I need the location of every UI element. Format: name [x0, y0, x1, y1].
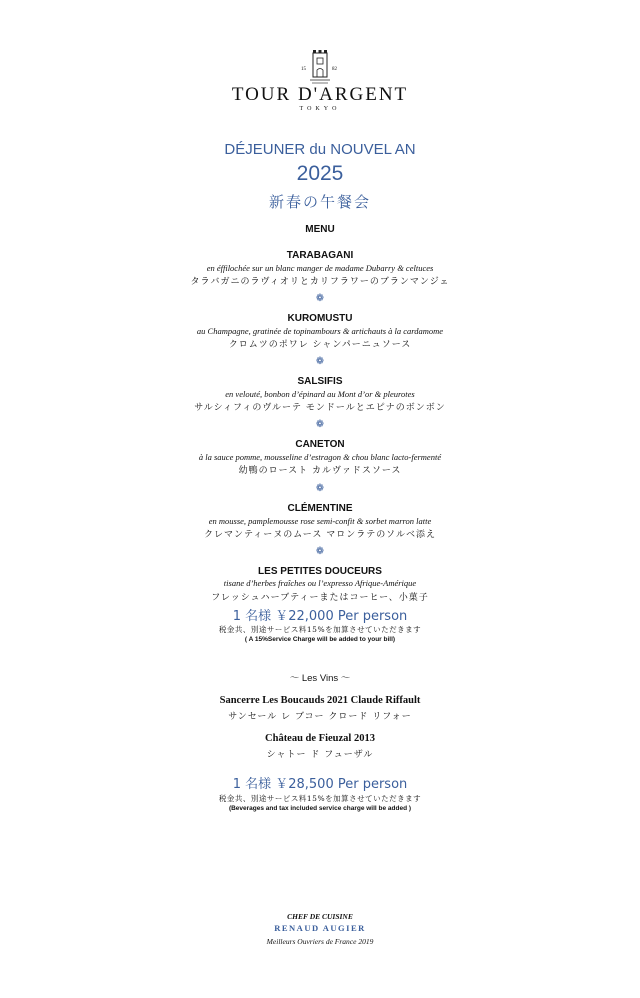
wines-header: ～ Les Vins ～: [289, 673, 351, 684]
wine-name: Sancerre Les Boucauds 2021 Claude Riffault: [219, 695, 421, 706]
separator-flower-icon: ❁: [315, 293, 325, 304]
course-desc-fr: à la sauce pomme, mousseline d’estragon & chou blanc lacto-fermenté: [198, 452, 442, 462]
menu-year: 2025: [296, 162, 344, 185]
menu-title-jp: 新春の午餐会: [268, 193, 371, 211]
course-desc-jp: サルシィフィのヴルーテ モンドールとエピナのボンボン: [194, 403, 446, 413]
wine-name-jp: シャトー ド フューザル: [266, 750, 374, 760]
course-desc-fr: en éffilochée sur un blanc manger de madame Dubarry & celtuces: [206, 263, 434, 273]
course-name: LES PETITES DOUCEURS: [258, 566, 382, 577]
course-name: SALSIFIS: [297, 376, 343, 387]
wine-name-jp: サンセール レ ブコー クロード リフォー: [228, 712, 412, 722]
chef-label: CHEF DE CUISINE: [287, 912, 353, 921]
separator-flower-icon: ❁: [315, 483, 325, 494]
course-desc-jp: クレマンティーヌのムース マロンラテのソルベ添え: [203, 530, 437, 540]
wine-service-note-jp: 税金共、別途サービス料15%を加算させていただきます: [218, 794, 422, 803]
logo-left-numbers: 15: [301, 67, 306, 72]
course-name: TARABAGANI: [286, 250, 354, 261]
wine-service-note-en: (Beverages and tax included service charge will be added ): [228, 805, 412, 812]
course-desc-jp: 幼鴨のロースト カルヴァドスソース: [238, 466, 402, 476]
logo-wordmark: TOUR D'ARGENT: [231, 84, 409, 105]
course-desc-jp: フレッシュハーブティーまたはコーヒー、小菓子: [211, 593, 429, 603]
wine-name: Château de Fieuzal 2013: [265, 733, 375, 744]
separator-flower-icon: ❁: [315, 419, 325, 430]
wine-pairing-price: 1 名様 ￥28,500 Per person: [232, 777, 408, 792]
course-name: CANETON: [295, 439, 345, 450]
menu-label: MENU: [305, 224, 335, 235]
menu-price: 1 名様 ￥22,000 Per person: [232, 609, 408, 624]
service-note-en: ( A 15%Service Charge will be added to your bill): [244, 636, 396, 643]
separator-flower-icon: ❁: [315, 356, 325, 367]
menu-title: DÉJEUNER du NOUVEL AN: [224, 141, 416, 158]
course-name: CLÉMENTINE: [287, 503, 353, 514]
course-desc-fr: en mousse, pamplemousse rose semi-confit & sorbet marron latte: [208, 516, 432, 526]
course-name: KUROMUSTU: [287, 313, 353, 324]
separator-flower-icon: ❁: [315, 546, 325, 557]
course-desc-jp: タラバガニのラヴィオリとカリフラワーのブランマンジェ: [190, 277, 450, 287]
course-desc-jp: クロムツのポワレ シャンパーニュソース: [228, 340, 412, 350]
logo-right-numbers: 82: [332, 67, 337, 72]
chef-name: RENAUD AUGIER: [274, 923, 366, 933]
service-note-jp: 税金共、別途サービス料15%を加算させていただきます: [218, 625, 422, 634]
course-desc-fr: au Champagne, gratinée de topinambours & artichauts à la cardamome: [196, 326, 444, 336]
chef-honor: Meilleurs Ouvriers de France 2019: [266, 937, 374, 946]
course-desc-fr: tisane d’herbes fraîches ou l’expresso Afrique-Amérique: [223, 578, 417, 588]
logo-city: TOKYO: [299, 106, 341, 112]
course-desc-fr: en velouté, bonbon d’épinard au Mont d’or & pleurotes: [225, 389, 415, 399]
